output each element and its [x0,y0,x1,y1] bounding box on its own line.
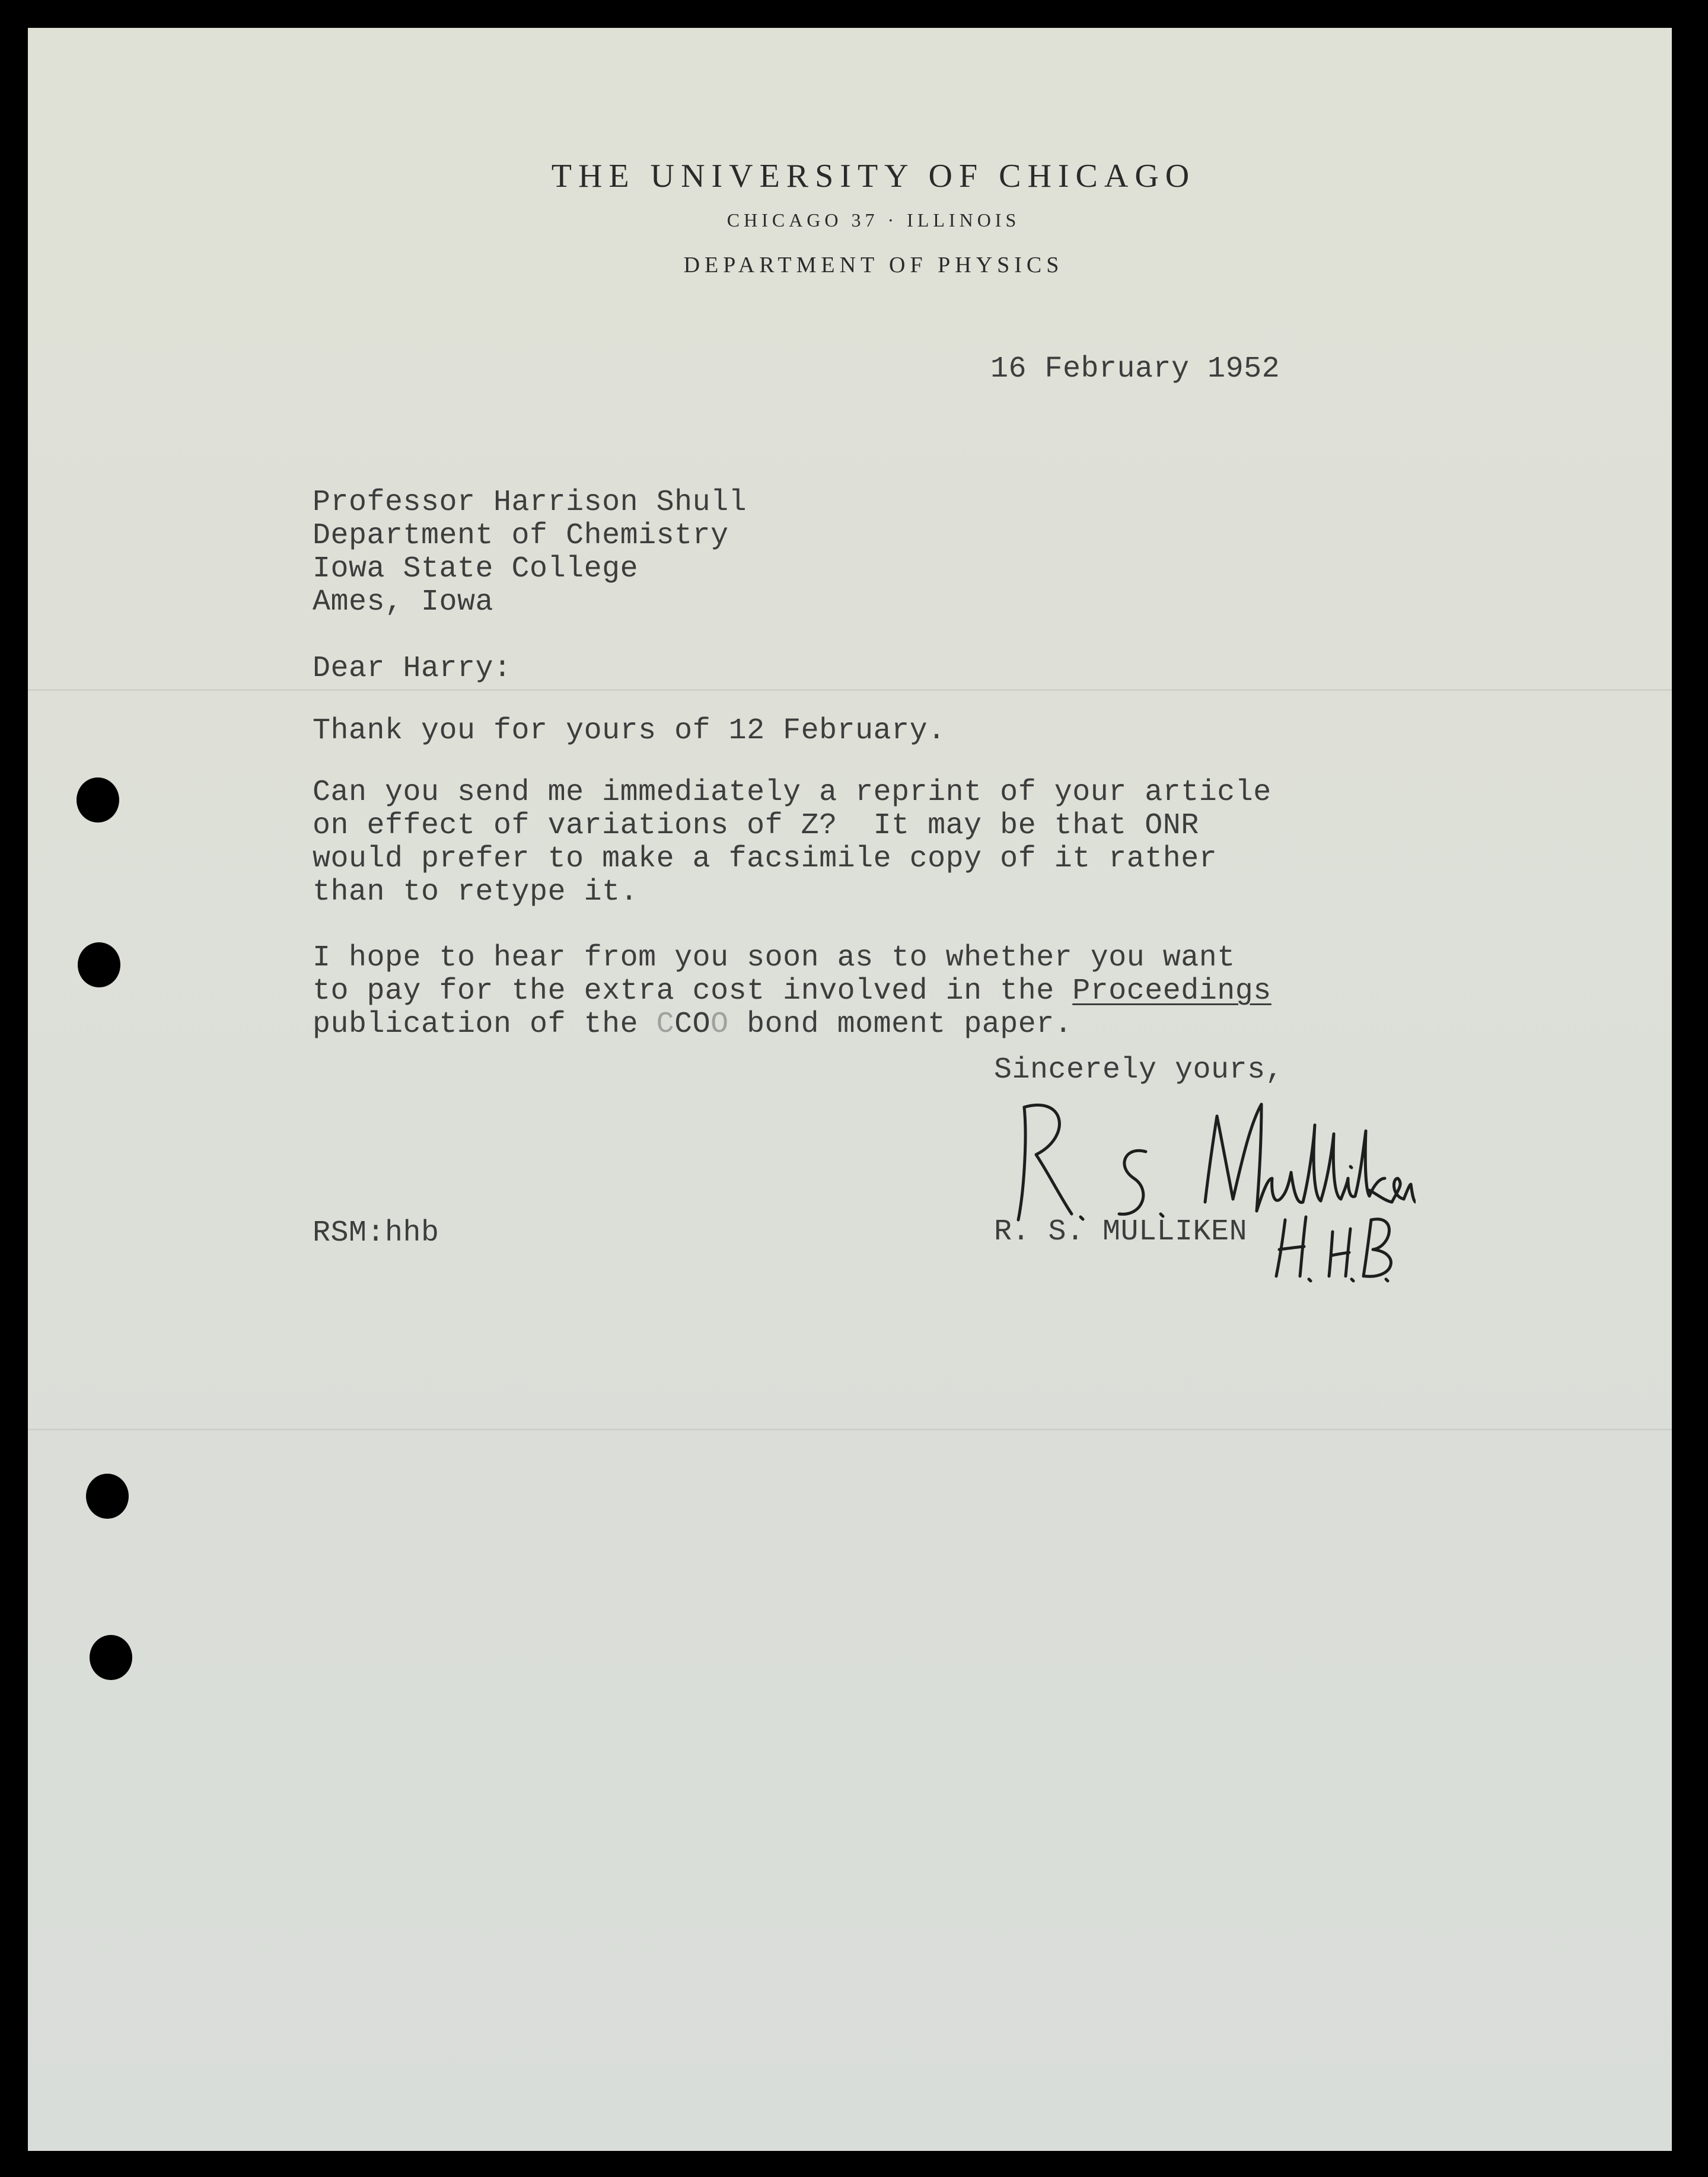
punch-hole [90,1635,132,1680]
recipient-line: Department of Chemistry [313,519,729,553]
closing: Sincerely yours, [994,1053,1284,1087]
letterhead-department: DEPARTMENT OF PHYSICS [683,253,1064,278]
paragraph-text: publication of the [313,1008,657,1041]
paragraph-text: bond moment paper. [728,1008,1073,1041]
paragraph-line [313,1008,1272,1041]
letterhead-location: CHICAGO 37 · ILLINOIS [726,209,1021,231]
salutation: Dear Harry: [313,652,512,686]
recipient-line: Professor Harrison Shull [313,486,747,519]
paragraph-2 [313,776,1272,909]
recipient-line: Ames, Iowa [313,585,494,619]
typed-signature-name: R. S. MULLIKEN [994,1215,1248,1249]
underlined-title: Proceedings [1072,974,1272,1008]
typist-initials: RSM:hhb [313,1216,439,1250]
paragraph-line: would prefer to make a facsimile copy of it rather [313,842,1218,876]
punch-hole [86,1474,129,1519]
paragraph-text: to pay for the extra cost involved in the [313,974,1073,1008]
punch-hole [77,777,119,823]
faded-text: O [710,1008,729,1041]
handwritten-initials [1261,1196,1404,1285]
letter-page [28,28,1672,2151]
paragraph-3 [313,942,1272,1041]
fold-line [28,1429,1672,1430]
paragraph-line: I hope to hear from you soon as to whether you want [313,941,1235,975]
faded-text: C [656,1008,675,1041]
punch-hole [78,942,120,987]
paragraph-line: than to retype it. [313,875,639,909]
recipient-address [313,486,747,619]
paragraph-line: Can you send me immediately a reprint of your article [313,776,1272,809]
letter-date: 16 February 1952 [990,352,1280,386]
emphasized-text: CO [674,1008,711,1041]
recipient-line: Iowa State College [313,552,639,586]
paragraph-line [313,975,1272,1008]
letterhead-institution: THE UNIVERSITY OF CHICAGO [551,158,1196,195]
paragraph-1: Thank you for yours of 12 February. [313,714,946,748]
paragraph-line: on effect of variations of Z? It may be that ONR [313,809,1199,843]
fold-line [28,689,1672,691]
